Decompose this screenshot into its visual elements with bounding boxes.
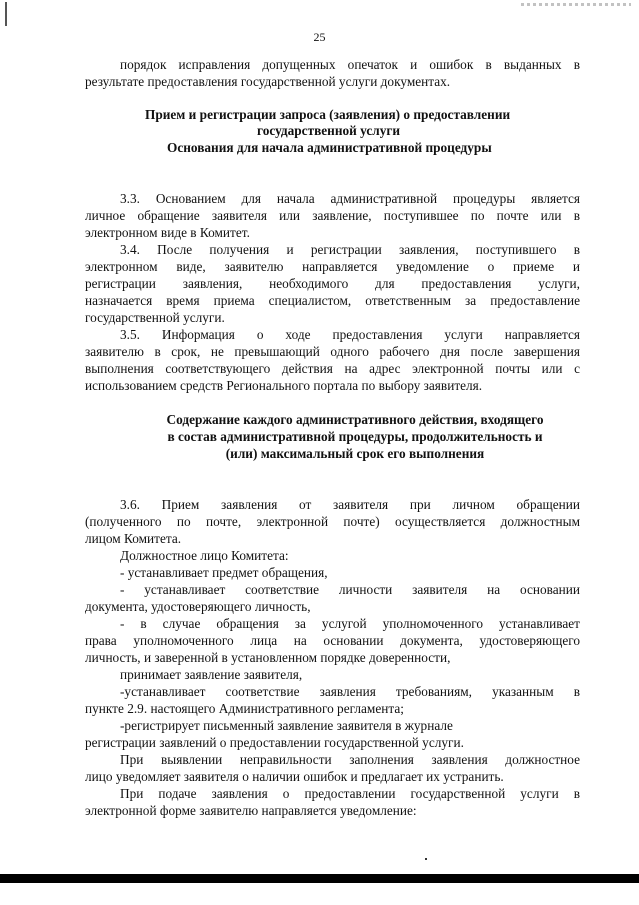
paragraph-line: При выявлении неправильности заполнения заявления должностное (120, 752, 580, 767)
list-item: -регистрирует письменный заявление заявителя в журнале (120, 718, 453, 733)
paragraph-line: регистрации заявления, необходимого для предоставления услуги, (85, 276, 580, 291)
paragraph-line: личное обращение заявителя или заявление, поступившее по почте или в (85, 208, 580, 223)
paragraph-line: лицо уведомляет заявителя о наличии ошибок и предлагает их устранить. (85, 769, 504, 784)
paragraph-line: государственной услуги. (85, 310, 225, 325)
list-item: -устанавливает соответствие заявления требованиям, указанным в (120, 684, 580, 699)
paragraph-line: лицом Комитета. (85, 531, 182, 546)
scan-noise (521, 3, 631, 6)
list-item: права уполномоченного лица на основании документа, удостоверяющего (85, 633, 580, 648)
heading-title: Содержание каждого административного действия, входящего (166, 412, 544, 427)
scan-bottom-bar (0, 874, 639, 883)
scan-dot (425, 858, 427, 860)
intro-line: порядок исправления допущенных опечаток и ошибок в выданных в (120, 57, 580, 72)
page-number: 25 (313, 30, 326, 44)
scan-edge-mark (5, 2, 7, 26)
list-item: пункте 2.9. настоящего Административного регламента; (85, 701, 404, 716)
paragraph-line: 3.6. Прием заявления от заявителя при личном обращении (120, 497, 580, 512)
paragraph-line: электронном виде, заявителю направляется уведомление о приеме и (85, 259, 580, 274)
paragraph-line: При подаче заявления о предоставлении государственной услуги в (120, 786, 580, 801)
paragraph-line: заявителю в срок, не превышающий одного рабочего дня после завершения (85, 344, 580, 359)
list-item: - в случае обращения за услугой уполномоченного устанавливает (120, 616, 580, 631)
heading-title: в состав административной процедуры, продолжительность и (167, 429, 543, 444)
list-item: документа, удостоверяющего личность, (85, 599, 311, 614)
paragraph-line: использованием средств Регионального портала по выбору заявителя. (85, 378, 483, 393)
paragraph-line: электронном виде в Комитет. (85, 225, 250, 240)
list-item: - устанавливает соответствие личности заявителя на основании (120, 582, 580, 597)
paragraph-line: 3.3. Основанием для начала административной процедуры является (120, 191, 580, 206)
paragraph-line: назначается время приема специалистом, ответственным за предоставление (85, 293, 580, 308)
paragraph-line: выполнения соответствующего действия на адрес электронной почты или с (85, 361, 580, 376)
heading-title: государственной услуги (257, 123, 401, 138)
intro-line: результате предоставления государственной услуги документах. (85, 74, 451, 89)
paragraph-line: электронной форме заявителю направляется уведомление: (85, 803, 417, 818)
paragraph-line: 3.5. Информация о ходе предоставления услуги направляется (120, 327, 580, 342)
heading-title: Прием и регистрации запроса (заявления) о предоставлении (145, 107, 511, 122)
paragraph-line: 3.4. После получения и регистрации заявления, поступившего в (120, 242, 580, 257)
list-item: принимает заявление заявителя, (120, 667, 303, 682)
heading-subtitle: Основания для начала административной процедуры (167, 140, 492, 155)
paragraph-line: (полученного по почте, электронной почте) осуществляется должностным (85, 514, 580, 529)
paragraph-line: Должностное лицо Комитета: (120, 548, 289, 563)
list-item: личность, и заверенной в установленном порядке доверенности, (85, 650, 451, 665)
heading-title: (или) максимальный срок его выполнения (225, 446, 485, 461)
list-item: регистрации заявлений о предоставлении государственной услуги. (85, 735, 464, 750)
list-item: - устанавливает предмет обращения, (120, 565, 328, 580)
